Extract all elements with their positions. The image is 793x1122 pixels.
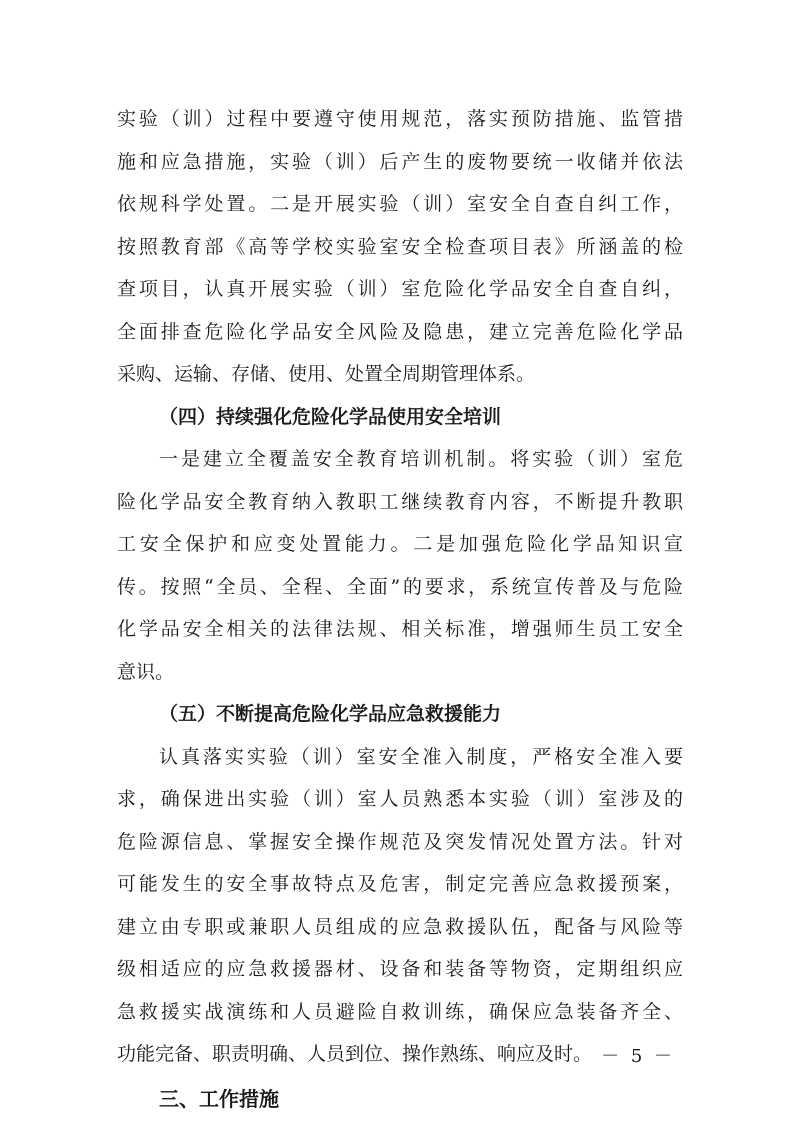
body-line: 险化学品安全教育纳入教职工继续教育内容，不断提升教职: [117, 490, 683, 513]
body-line: 按照教育部《高等学校实验室安全检查项目表》所涵盖的检: [117, 235, 683, 258]
body-line: 求，确保进出实验（训）室人员熟悉本实验（训）室涉及的: [117, 788, 683, 810]
document-body: [117, 98, 683, 1122]
body-line: 化学品安全相关的法律法规、相关标准，增强师生员工安全: [117, 618, 683, 640]
body-line: 危险源信息、掌握安全操作规范及突发情况处置方法。针对: [117, 830, 683, 853]
page-number: － 5 －: [601, 1046, 675, 1067]
body-line: 功能完备、职责明确、人员到位、操作熟练、响应及时。: [117, 1043, 593, 1065]
body-line: 意识。: [117, 660, 175, 683]
body-line: 级相适应的应急救援器材、设备和装备等物资，定期组织应: [117, 958, 683, 980]
body-line: 传。按照“全员、全程、全面”的要求，系统宣传普及与危险: [117, 575, 683, 598]
body-line: 建立由专职或兼职人员组成的应急救援队伍，配备与风险等: [117, 915, 683, 938]
section-heading-4: （四）持续强化危险化学品使用安全培训: [159, 405, 502, 428]
body-line: 查项目，认真开展实验（训）室危险化学品安全自查自纠，: [117, 278, 683, 300]
body-line: 实验（训）过程中要遵守使用规范，落实预防措施、监管措: [117, 108, 683, 130]
section-heading-5: （五）不断提高危险化学品应急救援能力: [159, 703, 502, 725]
body-line: 全面排查危险化学品安全风险及隐患，建立完善危险化学品: [117, 320, 683, 343]
body-line: 急救援实战演练和人员避险自救训练，确保应急装备齐全、: [117, 1000, 683, 1023]
body-line: 工安全保护和应变处置能力。二是加强危险化学品知识宣: [117, 533, 683, 555]
body-line: 依规科学处置。二是开展实验（训）室安全自查自纠工作，: [117, 193, 683, 215]
body-line: 施和应急措施，实验（训）后产生的废物要统一收储并依法: [117, 150, 683, 173]
body-line: 一是建立全覆盖安全教育培训机制。将实验（训）室危: [159, 448, 683, 470]
section-heading-3: 三、工作措施: [159, 1086, 279, 1111]
body-line: 认真落实实验（训）室安全准入制度，严格安全准入要: [159, 745, 683, 768]
body-line: 可能发生的安全事故特点及危害，制定完善应急救援预案，: [117, 873, 683, 895]
body-line: 采购、运输、存储、使用、处置全周期管理体系。: [117, 363, 536, 385]
